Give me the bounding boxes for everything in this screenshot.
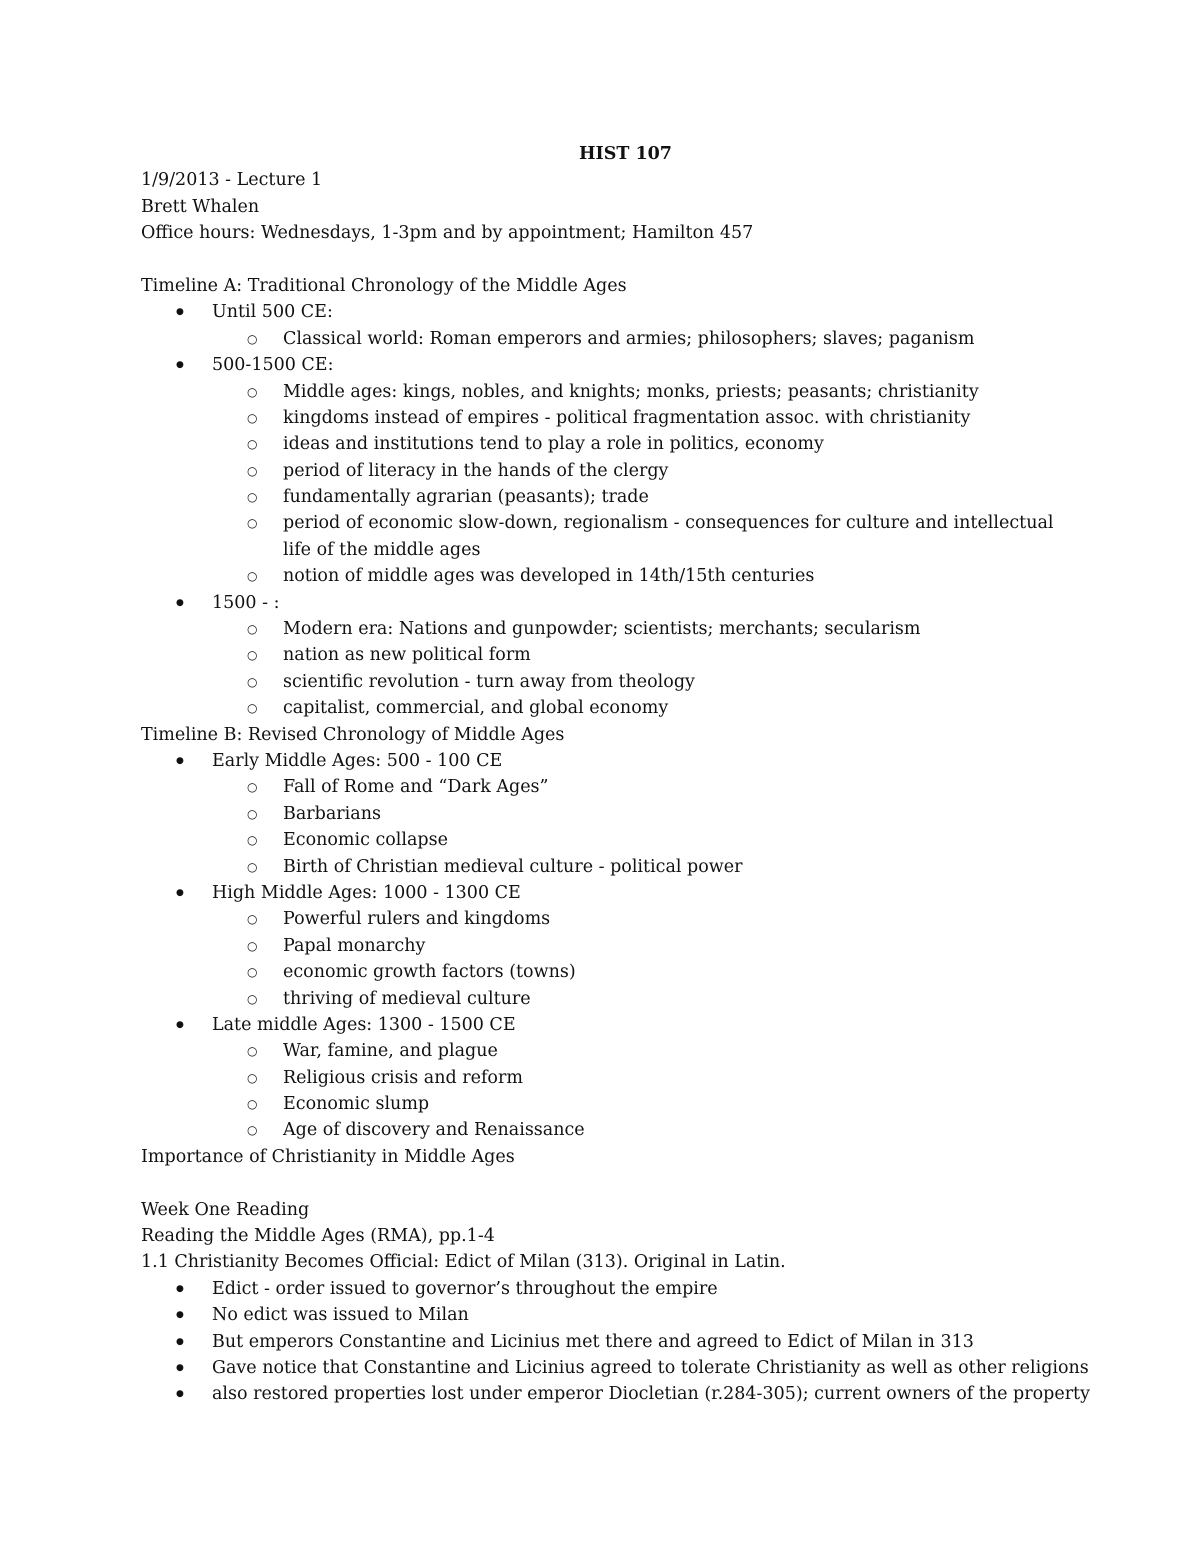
reading-section: 1.1 Christianity Becomes Official: Edict of Milan (313). Original in Latin.	[141, 1252, 786, 1273]
list-item: ○ ideas and institutions tend to play a role in politics, economy	[141, 431, 1070, 457]
list-item: ○ Economic slump	[141, 1091, 1070, 1117]
timeline-a-heading: Timeline A: Traditional Chronology of the Middle Ages	[141, 275, 627, 296]
list-item: ○ period of literacy in the hands of the clergy	[141, 458, 1070, 484]
lecture-date: 1/9/2013 - Lecture 1	[141, 170, 323, 191]
blank-line	[141, 247, 1070, 273]
list-item: ● No edict was issued to Milan	[141, 1302, 1070, 1328]
blank-line	[141, 1170, 1070, 1196]
list-item: ● Until 500 CE:	[141, 299, 1070, 325]
list-item: ○ Religious crisis and reform	[141, 1065, 1070, 1091]
list-item: ● Late middle Ages: 1300 - 1500 CE	[141, 1012, 1070, 1038]
list-item: ● 500-1500 CE:	[141, 352, 1070, 378]
list-item: ○ period of economic slow-down, regionalism - consequences for culture and intellectual life of the middle ages	[141, 510, 1073, 563]
list-item: ○ Birth of Christian medieval culture - political power	[141, 854, 1070, 880]
list-item: ● But emperors Constantine and Licinius met there and agreed to Edict of Milan in 313	[141, 1329, 1070, 1355]
reading-source: Reading the Middle Ages (RMA), pp.1-4	[141, 1226, 495, 1247]
list-item: ○ Papal monarchy	[141, 933, 1070, 959]
list-item: ○ Age of discovery and Renaissance	[141, 1117, 1070, 1143]
instructor-name: Brett Whalen	[141, 196, 260, 217]
office-hours: Office hours: Wednesdays, 1-3pm and by appointment; Hamilton 457	[141, 223, 754, 244]
list-item: ○ Fall of Rome and “Dark Ages”	[141, 774, 1070, 800]
list-item: ○ Powerful rulers and kingdoms	[141, 906, 1070, 932]
list-item: ● Edict - order issued to governor’s throughout the empire	[141, 1276, 1070, 1302]
list-item: ● Early Middle Ages: 500 - 100 CE	[141, 748, 1070, 774]
list-item: ○ Middle ages: kings, nobles, and knights; monks, priests; peasants; christianity	[141, 379, 1070, 405]
reading-heading: Week One Reading	[141, 1199, 310, 1220]
list-item: ○ War, famine, and plague	[141, 1038, 1070, 1064]
list-item: ○ fundamentally agrarian (peasants); trade	[141, 484, 1070, 510]
list-item: ○ Economic collapse	[141, 827, 1070, 853]
list-item: ● Gave notice that Constantine and Licinius agreed to tolerate Christianity as well as other religions	[141, 1355, 1070, 1381]
list-item: ○ scientific revolution - turn away from theology	[141, 669, 1070, 695]
list-item: ● 1500 - :	[141, 590, 1070, 616]
list-item: ● also restored properties lost under emperor Diocletian (r.284-305); current owners of the property	[141, 1381, 1070, 1407]
list-item: ○ thriving of medieval culture	[141, 986, 1070, 1012]
course-title: HIST 107	[578, 144, 672, 164]
importance-heading: Importance of Christianity in Middle Ages	[141, 1146, 515, 1167]
list-item: ○ economic growth factors (towns)	[141, 959, 1070, 985]
list-item: ○ Classical world: Roman emperors and armies; philosophers; slaves; paganism	[141, 326, 1070, 352]
list-item: ○ Modern era: Nations and gunpowder; scientists; merchants; secularism	[141, 616, 1070, 642]
list-item: ○ capitalist, commercial, and global economy	[141, 695, 1070, 721]
list-item: ○ kingdoms instead of empires - political fragmentation assoc. with christianity	[141, 405, 1070, 431]
list-item: ○ Barbarians	[141, 801, 1070, 827]
list-item: ○ notion of middle ages was developed in 14th/15th centuries	[141, 563, 1070, 589]
list-item: ● High Middle Ages: 1000 - 1300 CE	[141, 880, 1070, 906]
list-item: ○ nation as new political form	[141, 642, 1070, 668]
timeline-b-heading: Timeline B: Revised Chronology of Middle Ages	[141, 724, 565, 745]
